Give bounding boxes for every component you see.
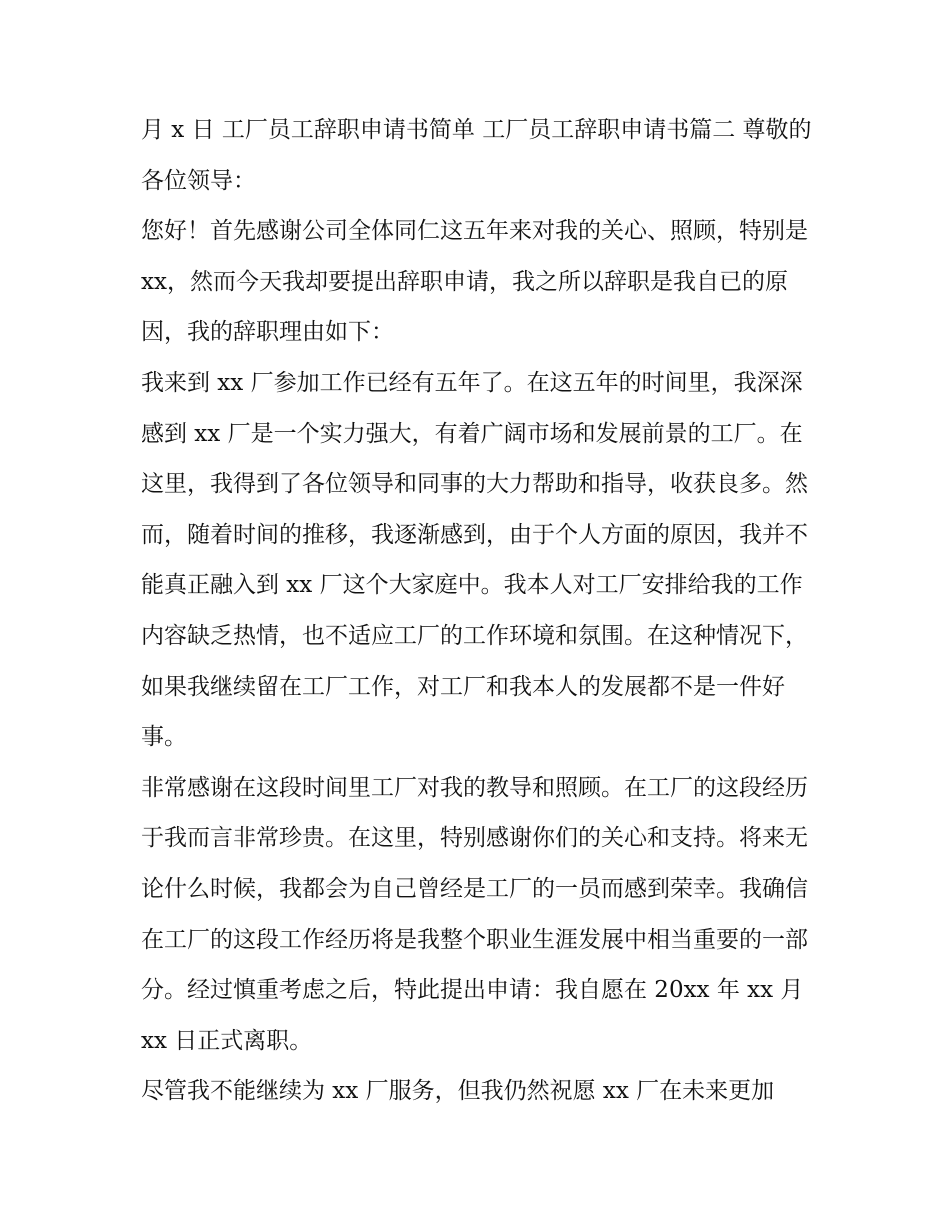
paragraph-greeting: 您好！首先感谢公司全体同仁这五年来对我的关心、照顾，特别是 xx，然而今天我却要提出辞职申请，我之所以辞职是我自已的原因，我的辞职理由如下：: [141, 218, 808, 346]
paragraph-thanks: 非常感谢在这段时间里工厂对我的教导和照顾。在工厂的这段经历于我而言非常珍贵。在这里，特别感谢你们的关心和支持。将来无论什么时候，我都会为自己曾经是工厂的一员而感到荣幸。我确信在工厂的这段工作经历将是我整个职业生涯发展中相当重要的一部分。经过慎重考虑之后，特此提出申请：我自愿在 20xx 年 xx 月 xx 日正式离职。: [141, 774, 808, 1054]
paragraph-heading-salutation: 月 x 日 工厂员工辞职申请书简单 工厂员工辞职申请书篇二 尊敬的各位领导：: [141, 117, 812, 194]
document-body: [141, 105, 813, 1117]
paragraph-reasons: 我来到 xx 厂参加工作已经有五年了。在这五年的时间里，我深深感到 xx 厂是一个实力强大，有着广阔市场和发展前景的工厂。在这里，我得到了各位领导和同事的大力帮助和指导，收获良多。然而，随着时间的推移，我逐渐感到，由于个人方面的原因，我并不能真正融入到 xx 厂这个大家庭中。我本人对工厂安排给我的工作内容缺乏热情，也不适应工厂的工作环境和氛围。在这种情况下，如果我继续留在工厂工作，对工厂和我本人的发展都不是一件好事。: [141, 369, 808, 751]
paragraph-wishes: 尽管我不能继续为 xx 厂服务，但我仍然祝愿 xx 厂在未来更加: [141, 1078, 775, 1105]
